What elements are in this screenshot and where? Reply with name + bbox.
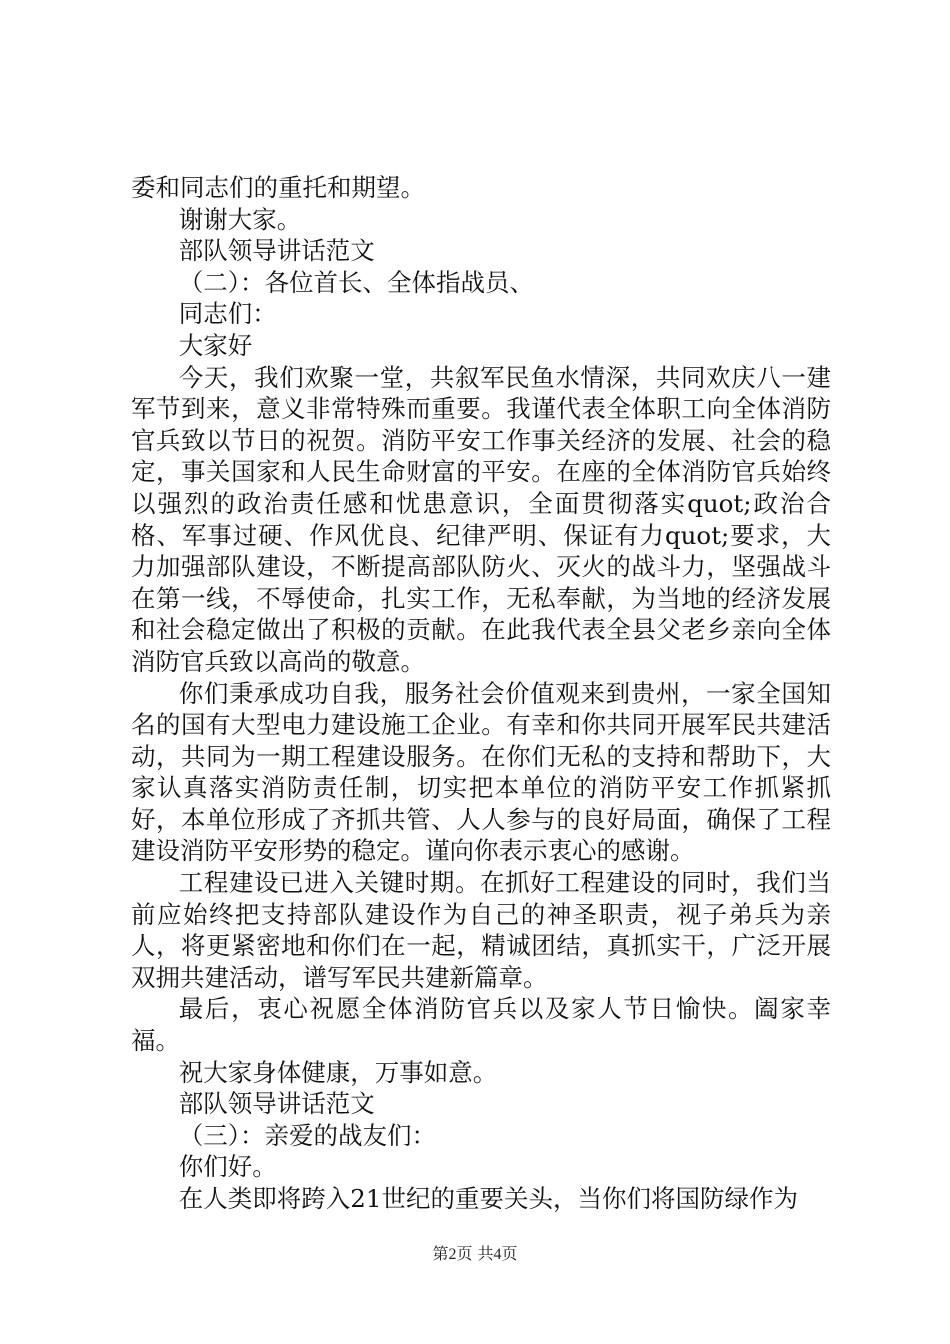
- paragraph: （二）：各位首长、全体指战员、: [178, 267, 535, 297]
- paragraph: 你们好。: [178, 1152, 277, 1182]
- paragraph: 谢谢大家。: [178, 204, 302, 234]
- paragraph: 今天，我们欢聚一堂，共叙军民鱼水情深，共同欢庆八一建军节到来，意义非常特殊而重要。我谨代表全体职工向全体消防官兵致以节日的祝贺。消防平安工作事关经济的发展、社会的稳定，事关国家和人民生命财富的平安。在座的全体消防官兵始终以强烈的政治责任感和忧患意识，全面贯彻落实quot;政治合格、军事过硬、作风优良、纪律严明、保证有力quot;要求，大力加强部队建设，不断提高部队防火、灭火的战斗力，坚强战斗在第一线，不辱使命，扎实工作，无私奉献，为当地的经济发展和社会稳定做出了积极的贡献。在此我代表全县父老乡亲向全体消防官兵致以高尚的敬意。: [131, 362, 831, 676]
- paragraph: 大家好: [178, 330, 253, 360]
- footer-prefix: 第: [432, 1244, 449, 1263]
- paragraph: 在人类即将跨入21世纪的重要关头，当你们将国防绿作为: [178, 1184, 798, 1213]
- paragraph: 部队领导讲话范文: [178, 1089, 375, 1119]
- document-body: [131, 172, 831, 1215]
- paragraph: 祝大家身体健康，万事如意。: [178, 1057, 498, 1087]
- paragraph: 部队领导讲话范文: [178, 236, 375, 266]
- paragraph: 最后，衷心祝愿全体消防官兵以及家人节日愉快。阖家幸福。: [131, 994, 831, 1056]
- footer-suffix: 页: [501, 1244, 518, 1263]
- paragraph: 你们秉承成功自我，服务社会价值观来到贵州，一家全国知名的国有大型电力建设施工企业。有幸和你共同开展军民共建活动，共同为一期工程建设服务。在你们无私的支持和帮助下，大家认真落实消防责任制，切实把本单位的消防平安工作抓紧抓好，本单位形成了齐抓共管、人人参与的良好局面，确保了工程建设消防平安形势的稳定。谨向你表示衷心的感谢。: [131, 678, 831, 866]
- footer-mid: 页 共: [456, 1244, 494, 1263]
- footer-page-number: 2: [448, 1246, 457, 1263]
- footer-total-pages: 4: [493, 1246, 502, 1263]
- paragraph: 工程建设已进入关键时期。在抓好工程建设的同时，我们当前应始终把支持部队建设作为自己的神圣职责，视子弟兵为亲人，将更紧密地和你们在一起，精诚团结，真抓实干，广泛开展双拥共建活动，谱写军民共建新篇章。: [131, 868, 831, 992]
- paragraph: 委和同志们的重托和期望。: [131, 173, 425, 202]
- page-footer: [0, 1244, 950, 1265]
- paragraph: 同志们：: [178, 299, 277, 329]
- paragraph: （三）：亲爱的战友们：: [178, 1120, 437, 1150]
